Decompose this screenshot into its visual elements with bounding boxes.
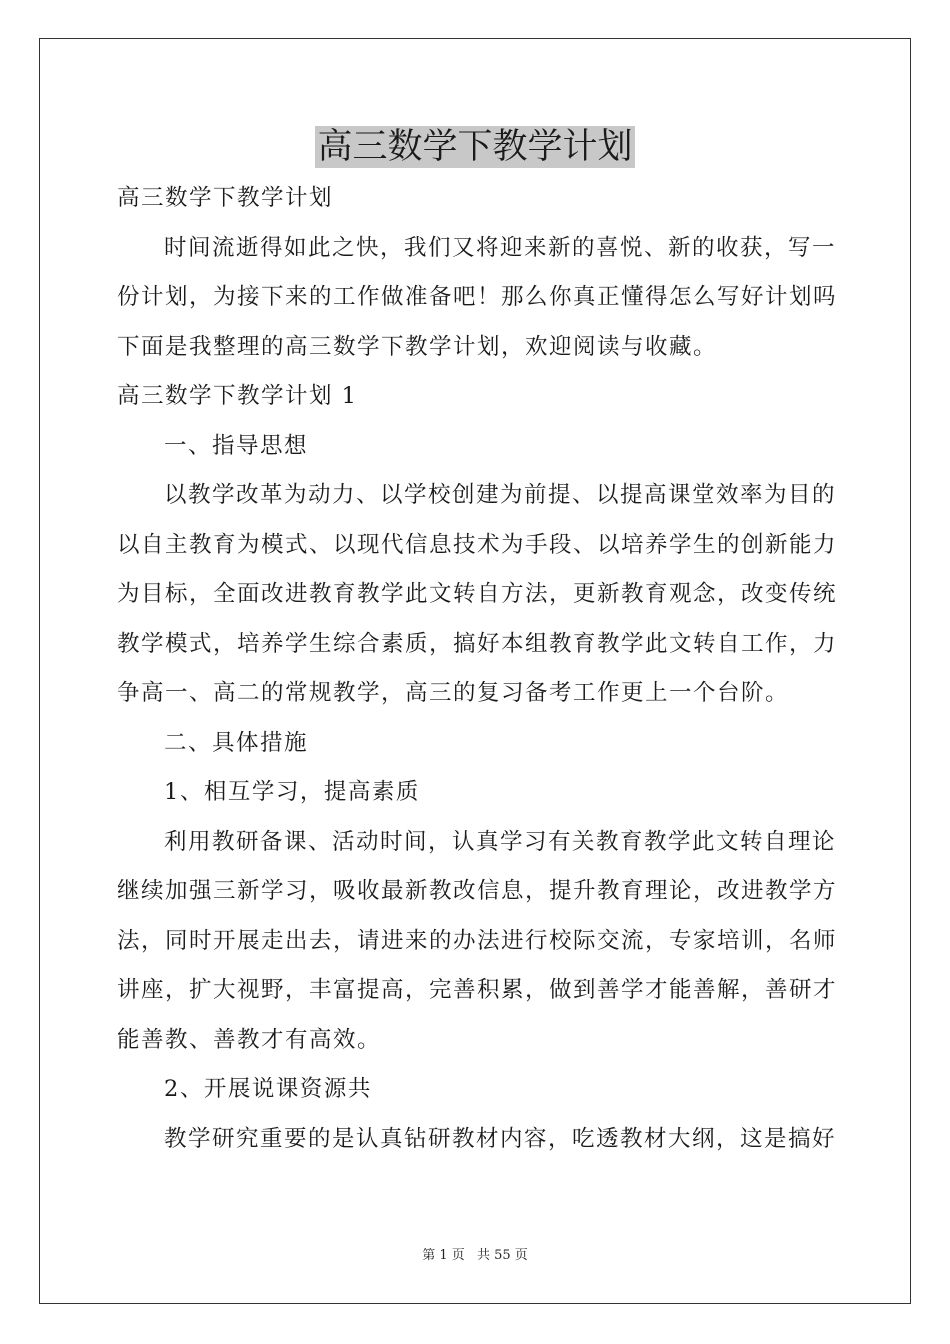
paragraph-line: 以自主教育为模式、以现代信息技术为手段、以培养学生的创新能力 xyxy=(117,531,838,558)
page-number: 第 1 页 xyxy=(422,1248,465,1263)
subsection-heading: 二、具体措施 xyxy=(164,729,309,756)
paragraph-line: 教学研究重要的是认真钻研教材内容，吃透教材大纲，这是搞好 xyxy=(164,1125,837,1152)
paragraph-line: 争高一、高二的常规教学，高三的复习备考工作更上一个台阶。 xyxy=(117,680,790,706)
paragraph-line: 下面是我整理的高三数学下教学计划，欢迎阅读与收藏。 xyxy=(117,333,718,360)
title-container xyxy=(0,126,950,168)
document-body xyxy=(117,174,838,1164)
page-footer xyxy=(0,1247,950,1265)
paragraph-line: 讲座，扩大视野，丰富提高，完善积累，做到善学才能善解，善研才 xyxy=(117,977,838,1003)
subtitle-line: 高三数学下教学计划 xyxy=(117,185,334,211)
paragraph-line: 份计划，为接下来的工作做准备吧！那么你真正懂得怎么写好计划吗 xyxy=(117,284,838,310)
section-heading: 高三数学下教学计划 1 xyxy=(117,383,358,409)
item-heading: 1、相互学习，提高素质 xyxy=(164,779,420,805)
paragraph-line: 以教学改革为动力、以学校创建为前提、以提高课堂效率为目的 xyxy=(164,482,837,508)
paragraph-line: 时间流逝得如此之快，我们又将迎来新的喜悦、新的收获，写一 xyxy=(164,234,837,261)
total-pages: 共 55 页 xyxy=(476,1248,528,1263)
document-title: 高三数学下教学计划 xyxy=(317,127,633,167)
paragraph-line: 为目标，全面改进教育教学此文转自方法，更新教育观念，改变传统 xyxy=(117,581,838,607)
paragraph-line: 法，同时开展走出去，请进来的办法进行校际交流，专家培训，名师 xyxy=(117,927,838,954)
paragraph-line: 利用教研备课、活动时间，认真学习有关教育教学此文转自理论 xyxy=(164,828,837,855)
paragraph-line: 继续加强三新学习，吸收最新教改信息，提升教育理论，改进教学方 xyxy=(117,878,838,904)
item-heading: 2、开展说课资源共 xyxy=(164,1076,372,1102)
paragraph-line: 能善教、善教才有高效。 xyxy=(117,1026,382,1053)
subsection-heading: 一、指导思想 xyxy=(164,432,309,459)
paragraph-line: 教学模式，培养学生综合素质，搞好本组教育教学此文转自工作，力 xyxy=(117,630,838,657)
